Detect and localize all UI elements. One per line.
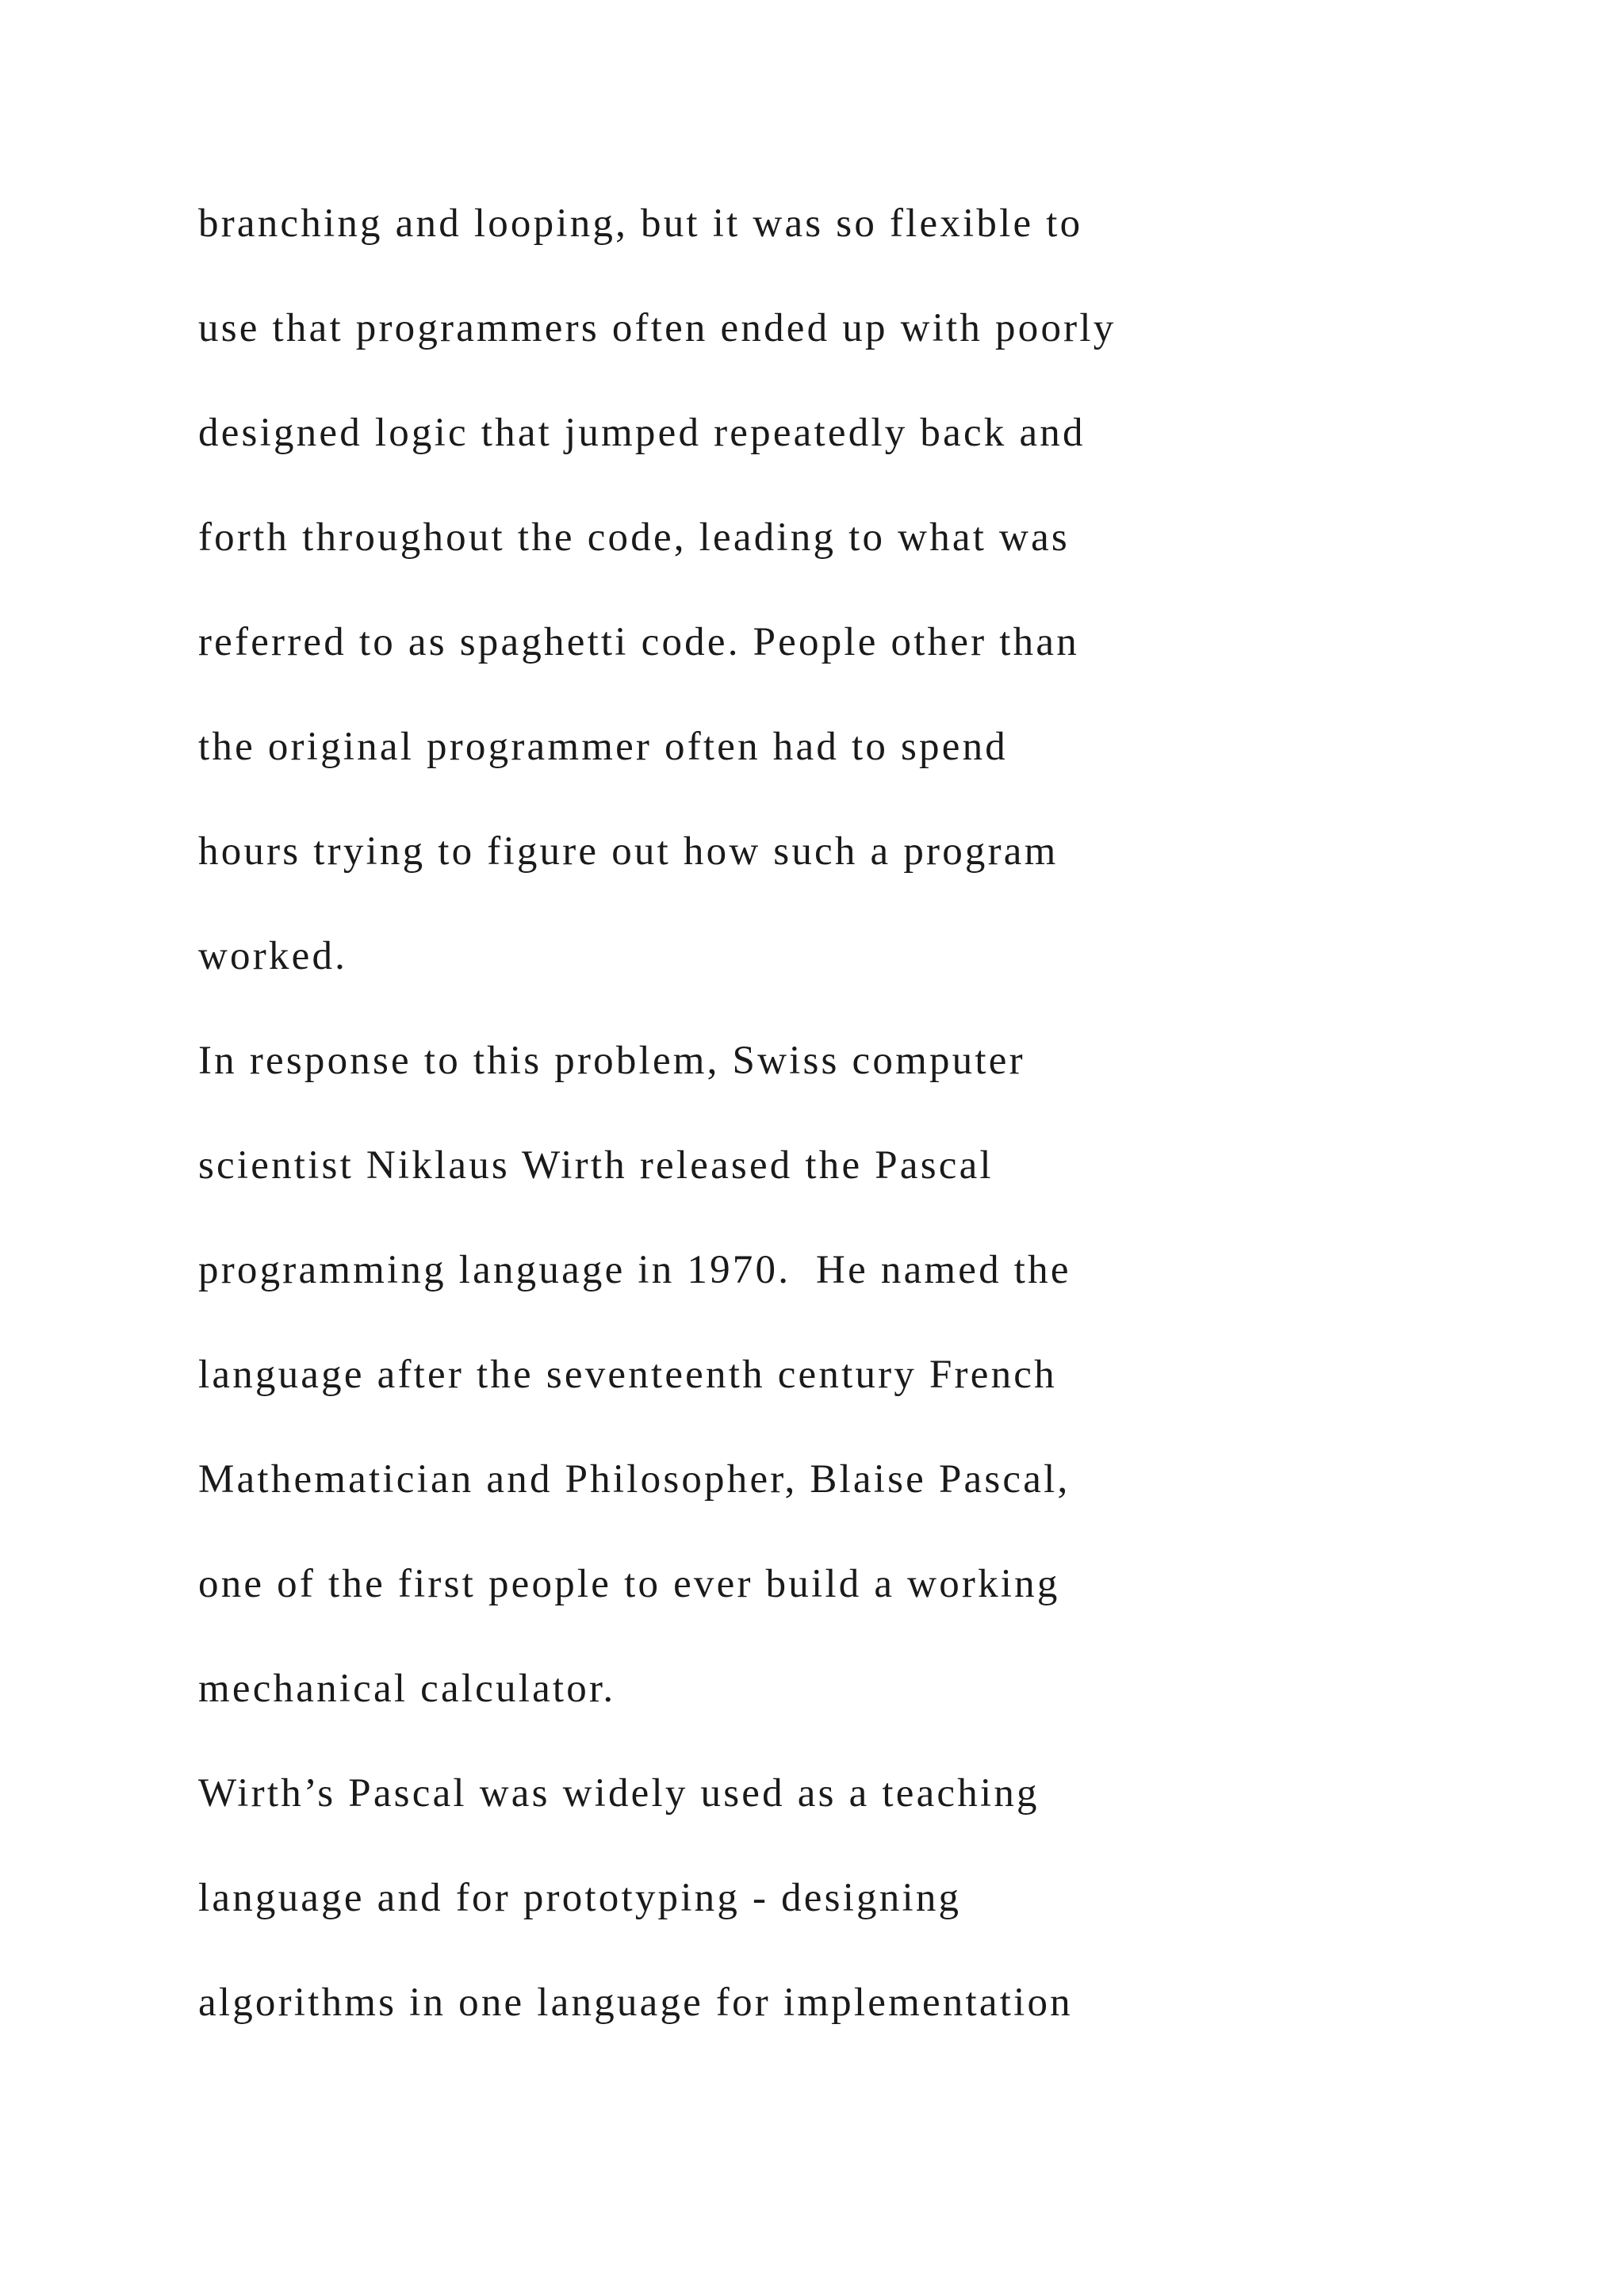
text-line: branching and looping, but it was so flexible to bbox=[198, 201, 1083, 246]
text-line: In response to this problem, Swiss computer bbox=[198, 1039, 1025, 1083]
text-line: worked. bbox=[198, 934, 348, 978]
text-line: algorithms in one language for implementation bbox=[198, 1980, 1073, 2025]
text-line: designed logic that jumped repeatedly back and bbox=[198, 411, 1086, 455]
text-line: Wirth’s Pascal was widely used as a teaching bbox=[198, 1771, 1040, 1816]
body-text bbox=[198, 190, 1546, 2074]
text-line: use that programmers often ended up with poorly bbox=[198, 306, 1116, 350]
text-line: scientist Niklaus Wirth released the Pascal bbox=[198, 1143, 994, 1188]
text-line: referred to as spaghetti code. People other than bbox=[198, 620, 1079, 664]
text-line: language and for prototyping - designing bbox=[198, 1876, 962, 1920]
text-line: the original programmer often had to spend bbox=[198, 725, 1008, 769]
text-line: forth throughout the code, leading to what was bbox=[198, 515, 1070, 560]
text-line: language after the seventeenth century French bbox=[198, 1353, 1057, 1397]
text-line: one of the first people to ever build a working bbox=[198, 1562, 1060, 1606]
text-line: mechanical calculator. bbox=[198, 1667, 616, 1711]
text-line: Mathematician and Philosopher, Blaise Pascal, bbox=[198, 1457, 1071, 1502]
text-line: hours trying to figure out how such a program bbox=[198, 829, 1059, 874]
text-line: programming language in 1970. He named the bbox=[198, 1248, 1071, 1292]
